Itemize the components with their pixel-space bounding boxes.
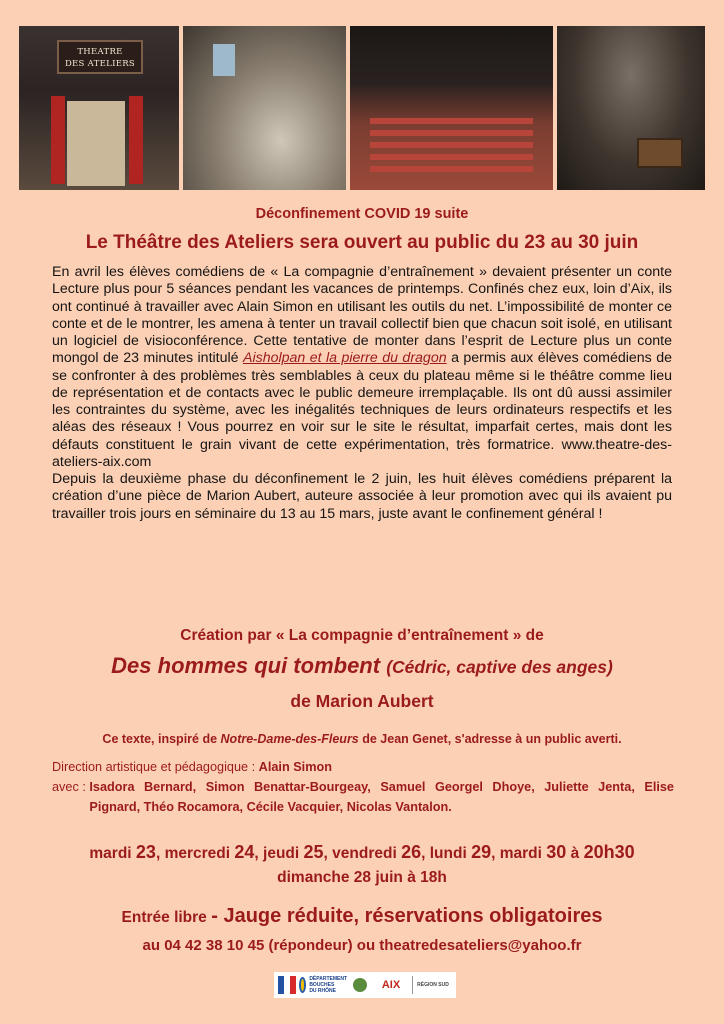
seat-row (370, 142, 533, 148)
date-item: lundi 29, (429, 842, 496, 862)
tree-icon (353, 978, 367, 992)
sign-line-1: THEATRE (77, 47, 123, 57)
seat-row (370, 166, 533, 172)
aix-logo: AIX (381, 979, 401, 991)
date-time: 20h30 (583, 842, 635, 862)
cast-names: Isadora Bernard, Simon Benattar-Bourgeay, Samuel Georgel Dhoye, Juliette Jenta, Elise Pignard, Théo Rocamora, Cécile Vacquier, Nicolas Vantalon. (89, 780, 674, 814)
departement-logo: DÉPARTEMENT BOUCHES DU RHÔNE (299, 976, 347, 994)
foyer-window (213, 44, 235, 76)
entry-info (0, 905, 724, 928)
republique-logo (278, 976, 296, 994)
contact-line[interactable]: au 04 42 38 10 45 (répondeur) ou theatredesateliers@yahoo.fr (142, 937, 582, 954)
photo-foyer (183, 26, 346, 190)
direction-row (52, 757, 674, 777)
body-part-1: En avril les élèves comédiens de « La compagnie d’entraînement » devaient présenter un conte Lecture plus pour 5 séances pendant les vacances de printemps. Confinés chez eux, loin d’Aix, ils ont continué à travailler avec Alain Simon en utilisant les outils du net. L’impossibilité de monter ce conte et de le montrer, les amena à tenter un travail collectif bien que chacun soit isolé, en utilisant un logiciel de visioconférence. Cette tentative de monter dans l’esprit de Lecture plus un conte mongol de 23 minutes intitulé (52, 264, 672, 367)
note-work: Notre-Dame-des-Fleurs (220, 732, 359, 746)
covid-heading: Déconfinement COVID 19 suite (255, 206, 469, 222)
sponsor-logos (274, 972, 456, 998)
cast-row (52, 777, 674, 817)
credits (52, 757, 674, 817)
date-item: jeudi 25, (263, 842, 328, 862)
theatre-sign (57, 40, 143, 74)
body-paragraph-1 (52, 264, 672, 471)
play-subtitle: (Cédric, captive des anges) (386, 657, 613, 677)
photo-seating (350, 26, 553, 190)
conte-title-link[interactable]: Aisholpan et la pierre du dragon (243, 350, 447, 367)
body-paragraph-2: Depuis la deuxième phase du déconfinement le 2 juin, les huit élèves comédiens préparent la création d’une pièce de Marion Aubert, auteure associée à leur promotion avec qui ils avaient pu travailler trois jours en séminaire du 13 au 15 mars, juste avant le confinement général ! (52, 471, 672, 522)
body-text (52, 264, 672, 523)
direction-name: Alain Simon (258, 760, 332, 774)
region-logo: RÉGION SUD (412, 976, 450, 994)
stage-chest (637, 138, 683, 168)
entry-free: Entrée libre (121, 909, 207, 926)
audience-note (0, 732, 724, 746)
door-right (129, 96, 143, 184)
main-heading: Le Théâtre des Ateliers sera ouvert au public du 23 au 30 juin (85, 232, 639, 253)
cast-label: avec : (52, 780, 90, 794)
date-item: mardi 30 (499, 842, 567, 862)
seat-row (370, 130, 533, 136)
tree-logo (350, 976, 370, 994)
direction-label: Direction artistique et pédagogique : (52, 760, 256, 774)
creation-line: Création par « La compagnie d’entraînement » de (180, 627, 544, 644)
photo-strip (19, 26, 705, 190)
door-left (51, 96, 65, 184)
body-part-2: a permis aux élèves comédiens de se confronter à des problèmes très semblables à ceux du plateau même si le théâtre comme lieu de représentation et de contacts avec le public demeure irremplaçable. Ils ont dû aussi assimiler les contraintes du système, avec les inégalités techniques de leurs ordinateurs respectifs et les aléas des réseaux ! Vous pourrez en voir sur le site le résultat, imparfait certes, mais dont les défauts constituent le grain vivant de cette expérimentation, très formatrice. www.theatre-des-ateliers-aix.com (52, 350, 672, 470)
date-at: à (570, 845, 580, 862)
note-after: de Jean Genet, s'adresse à un public averti. (362, 732, 622, 746)
play-title (0, 653, 724, 679)
door-interior (67, 101, 125, 186)
photo-stage (557, 26, 705, 190)
seat-row (370, 154, 533, 160)
play-title-main: Des hommes qui tombent (111, 653, 381, 678)
date-item: mardi 23, (89, 842, 161, 862)
entry-notice: - Jauge réduite, réservations obligatoires (211, 905, 603, 927)
sunday-date: dimanche 28 juin à 18h (277, 869, 447, 886)
date-item: vendredi 26, (332, 842, 426, 862)
play-author: de Marion Aubert (290, 691, 434, 711)
photo-theatre-entrance (19, 26, 179, 190)
seat-row (370, 118, 533, 124)
performance-dates (0, 842, 724, 863)
sign-line-2: DES ATELIERS (64, 59, 136, 69)
note-before: Ce texte, inspiré de (102, 732, 218, 746)
departement-mark-icon (299, 977, 306, 993)
date-item: mercredi 24, (164, 842, 259, 862)
